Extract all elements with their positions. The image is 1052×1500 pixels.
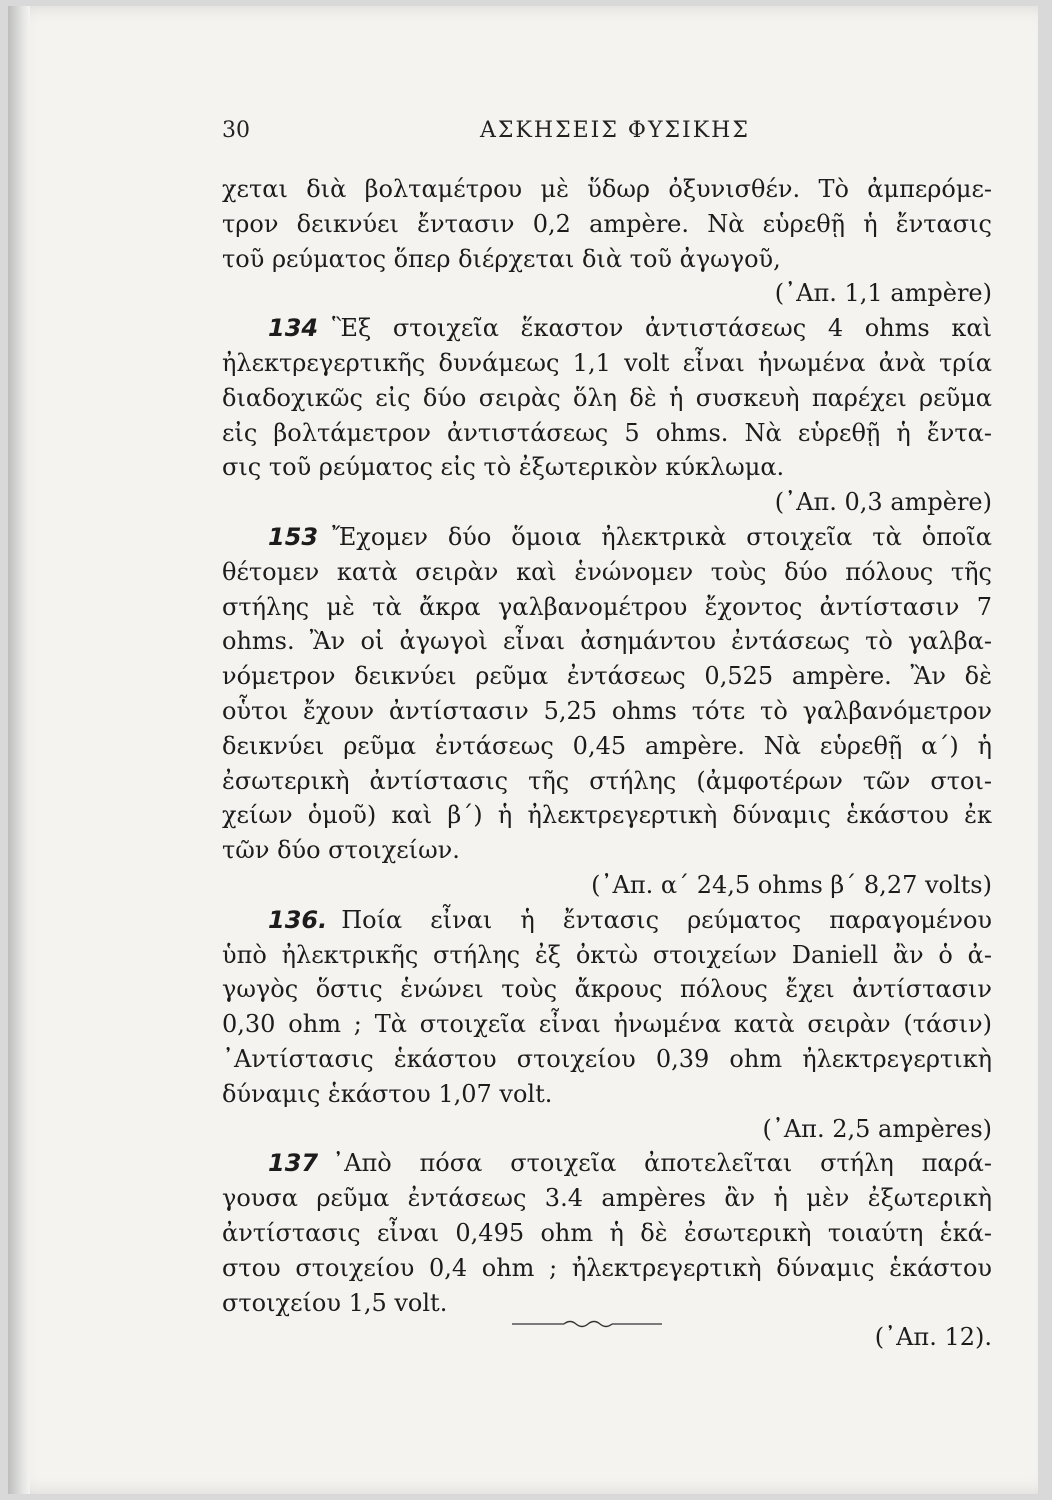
text-line: χείων ὁμοῦ) καὶ β΄) ἡ ἠλεκτρεγερτικὴ δύναμις ἑκάστου ἐκ [222, 801, 992, 830]
text-line: χεται διὰ βολταμέτρου μὲ ὕδωρ ὀξυνισθέν. Τὸ ἀμπερόμε- [222, 175, 992, 203]
exercise-number: 153 [268, 522, 319, 551]
exercise-start-line: 134 Ἓξ στοιχεῖα ἕκαστον ἀντιστάσεως 4 ohms καὶ [268, 314, 992, 343]
ornamental-divider [512, 1318, 662, 1330]
text-line: νόμετρον δεικνύει ρεῦμα ἐντάσεως 0,525 ampère. Ἂν δὲ [222, 662, 992, 691]
text-line: διαδοχικῶς εἰς δύο σειρὰς ὅλη δὲ ἡ συσκευὴ παρέχει ρεῦμα [222, 383, 992, 412]
running-title: ΑΣΚΗΣΕΙΣ ΦΥΣΙΚΗΣ [480, 118, 750, 143]
text-line: στου στοιχείου 0,4 ohm ; ἠλεκτρεγερτικὴ δύναμις ἑκάστου [222, 1253, 992, 1282]
text-line: δεικνύει ρεῦμα ἐντάσεως 0,45 ampère. Νὰ εὑρεθῇ α΄) ἡ [222, 731, 992, 760]
text-line: εἰς βολτάμετρον ἀντιστάσεως 5 ohms. Νὰ εὑρεθῇ ἡ ἔντα- [222, 418, 992, 447]
text-line: γουσα ρεῦμα ἐντάσεως 3.4 ampères ἂν ἡ μὲν ἐξωτερικὴ [222, 1184, 992, 1213]
text-line: ὑπὸ ἠλεκτρικῆς στήλης ἐξ ὀκτὼ στοιχείων Daniell ἂν ὁ ἀ- [222, 940, 992, 969]
text-line: γωγὸς ὅστις ἑνώνει τοὺς ἄκρους πόλους ἔχει ἀντίστασιν [222, 975, 992, 1004]
answer-line: (᾿Απ. 0,3 ampère) [774, 488, 992, 517]
exercise-start-line: 137 ᾿Απὸ πόσα στοιχεῖα ἀποτελεῖται στήλη παρά- [268, 1149, 992, 1178]
exercise-start-line: 136. Ποία εἶναι ἡ ἔντασις ρεύματος παραγομένου [268, 905, 992, 934]
text-line: ᾿Αντίστασις ἑκάστου στοιχείου 0,39 ohm ἠλεκτρεγερτικὴ [222, 1044, 992, 1073]
page-number: 30 [222, 118, 250, 143]
answer-line: (᾿Απ. 2,5 ampères) [762, 1114, 992, 1143]
answer-line: (᾿Απ. 1,1 ampère) [774, 279, 992, 308]
exercise-number: 134 [268, 314, 319, 343]
exercise-number: 137 [268, 1149, 319, 1178]
text-line: ἐσωτερικὴ ἀντίστασις τῆς στήλης (ἀμφοτέρων τῶν στοι- [222, 766, 992, 795]
text-line: στήλης μὲ τὰ ἄκρα γαλβανομέτρου ἔχοντος ἀντίστασιν 7 [222, 592, 992, 621]
answer-line: (᾿Απ. α΄ 24,5 ohms β΄ 8,27 volts) [591, 870, 992, 899]
text-line: ἀντίστασις εἶναι 0,495 ohm ἡ δὲ ἐσωτερικὴ τοιαύτη ἑκά- [222, 1218, 992, 1247]
text-line: οὗτοι ἔχουν ἀντίστασιν 5,25 ohms τότε τὸ γαλβανόμετρον [222, 696, 992, 725]
text-line: σις τοῦ ρεύματος εἰς τὸ ἐξωτερικὸν κύκλωμα. [222, 453, 785, 482]
text-line: θέτομεν κατὰ σειρὰν καὶ ἑνώνομεν τοὺς δύο πόλους τῆς [222, 557, 992, 586]
body-text [222, 172, 992, 1355]
text-line: ἠλεκτρεγερτικῆς δυνάμεως 1,1 volt εἶναι ἠνωμένα ἀνὰ τρία [222, 348, 992, 377]
text-line: τρον δεικνύει ἔντασιν 0,2 ampère. Νὰ εὑρεθῇ ἡ ἔντασις [222, 209, 992, 238]
exercise-number: 136. [268, 905, 328, 934]
page-header [222, 118, 992, 158]
exercise-start-line: 153 Ἔχομεν δύο ὅμοια ἠλεκτρικὰ στοιχεῖα τὰ ὁποῖα [268, 522, 992, 551]
page-edge [8, 6, 30, 1494]
text-line: στοιχείου 1,5 volt. [222, 1288, 448, 1317]
text-line: δύναμις ἑκάστου 1,07 volt. [222, 1079, 553, 1108]
text-line: 0,30 ohm ; Τὰ στοιχεῖα εἶναι ἠνωμένα κατὰ σειρὰν (τάσιν) [222, 1010, 992, 1039]
text-line: τῶν δύο στοιχείων. [222, 836, 460, 865]
answer-line: (᾿Απ. 12). [874, 1323, 992, 1352]
text-line: ohms. Ἂν οἱ ἀγωγοὶ εἶναι ἀσημάντου ἐντάσεως τὸ γαλβα- [222, 627, 992, 656]
text-line: τοῦ ρεύματος ὅπερ διέρχεται διὰ τοῦ ἀγωγοῦ, [222, 244, 781, 273]
